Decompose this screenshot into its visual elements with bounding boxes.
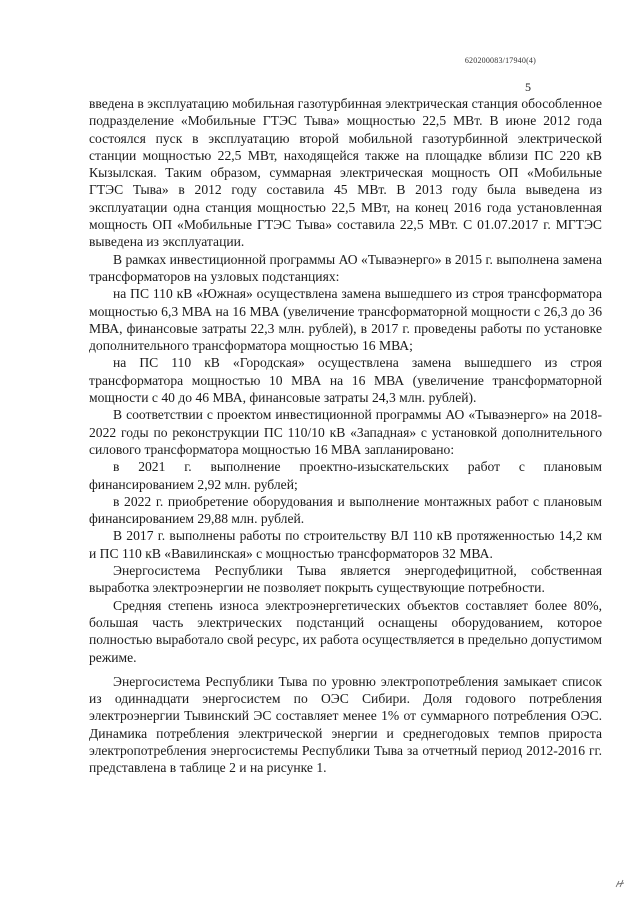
page-number: 5 <box>525 80 531 94</box>
paragraph-ps-gorodskaya: на ПС 110 кВ «Городская» осуществлена замена вышедшего из строя трансформатора мощностью 10 МВА на 16 МВА (увеличение трансформаторной мощности с 40 до 46 МВА, финансовые затраты 24,3 млн. рублей). <box>89 355 602 406</box>
paragraph-mgtes: введена в эксплуатацию мобильная газотурбинная электрическая станция обособленное подразделение «Мобильные ГТЭС Тыва» мощностью 22,5 МВт. В июне 2012 года состоялся пуск в эксплуатацию второй мобильной газотурбинной электрической станции мощностью 22,5 МВт, находящейся также на площадке вблизи ПС 220 кВ Кызылская. Таким образом, суммарная электрическая мощность ОП «Мобильные ГТЭС Тыва» в 2012 году составила 45 МВт. В 2013 году была выведена из эксплуатации одна станция мощностью 22,5 МВт, на конец 2016 года установленная мощность ОП «Мобильные ГТЭС Тыва» составила 22,5 МВт. С 01.07.2017 г. МГТЭС выведена из эксплуатации. <box>89 96 602 250</box>
paragraph-wear: Средняя степень износа электроэнергетических объектов составляет более 80%, большая часть электрических подстанций оснащены оборудованием, которое полностью выработало свой ресурс, их работа осуществляется в предельно допустимом режиме. <box>89 597 602 665</box>
paragraph-consumption: Энергосистема Республики Тыва по уровню электропотребления замыкает список из одиннадцати энергосистем по ОЭС Сибири. Доля годового потребления электроэнергии Тывинский ЭС составляет менее 1% от суммарного потребления ОЭС. Динамика потребления электрической энергии и среднегодовых темпов прироста электропотребления энергосистемы Республики Тыва за отчетный период 2012-2016 гг. представлена в таблице 2 и на рисунке 1. <box>89 673 602 776</box>
document-id: 620200083/17940(4) <box>464 56 536 65</box>
paragraph-energy-deficit: Энергосистема Республики Тыва является энергодефицитной, собственная выработка электроэнергии не позволяет покрыть существующие потребности. <box>89 563 602 596</box>
paragraph-plan-2022: в 2022 г. приобретение оборудования и выполнение монтажных работ с плановым финансированием 29,88 млн. рублей. <box>89 493 602 527</box>
paragraph-investment-program: В рамках инвестиционной программы АО «Тываэнерго» в 2015 г. выполнена замена трансформаторов на узловых подстанциях: <box>89 251 602 284</box>
paragraph-plan-2021: в 2021 г. выполнение проектно-изыскательских работ с плановым финансированием 2,92 млн. рублей; <box>89 459 602 492</box>
paragraph-ps-zapadnaya: В соответствии с проектом инвестиционной программы АО «Тываэнерго» на 2018-2022 годы по реконструкции ПС 110/10 кВ «Западная» с установкой дополнительного силового трансформатора мощностью 16 МВА запланировано: <box>89 407 602 457</box>
paragraph-ps-yuzhnaya: на ПС 110 кВ «Южная» осуществлена замена вышедшего из строя трансформатора мощностью 6,3 МВА на 16 МВА (увеличение трансформаторной мощности с 26,3 до 36 МВА, финансовые затраты 22,3 млн. рублей), в 2017 г. проведены работы по установке дополнительного трансформатора мощностью 16 МВА; <box>89 286 602 354</box>
paragraph-vl-2017: В 2017 г. выполнены работы по строительству ВЛ 110 кВ протяженностью 14,2 км и ПС 110 кВ «Вавилинская» с мощностью трансформаторов 32 МВА. <box>89 528 602 561</box>
document-body <box>89 95 602 777</box>
handwritten-mark-icon <box>614 877 626 889</box>
